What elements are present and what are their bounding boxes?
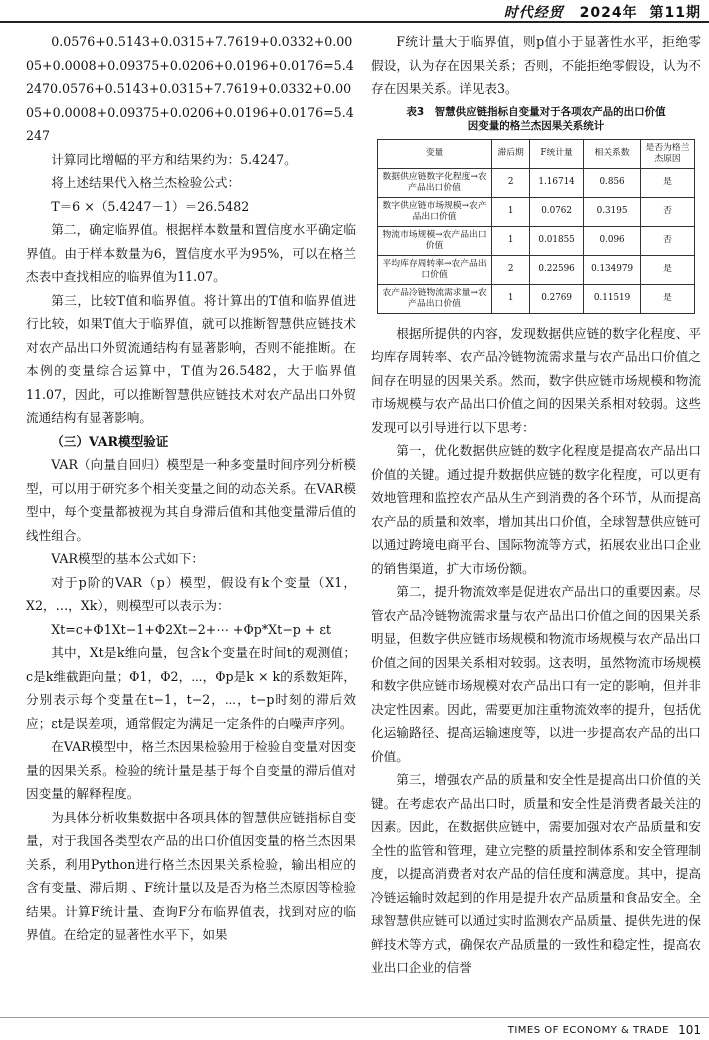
section-heading: （三）VAR模型验证: [51, 433, 169, 449]
table-cell: 0.01855: [530, 226, 584, 255]
sum-expression: 0.0576+0.5143+0.0315+7.7619+0.0332+0.0005+0.0008+0.09375+0.0206+0.0196+0.0176=5.42470.0576+0.5143+0.0315+7.7619+0.0332+0.0005+0.0008+0.09375+0.0206+0.0196+0.0176=5.4247: [26, 34, 354, 143]
table-caption: [371, 105, 701, 133]
table-cell: 2: [492, 168, 530, 197]
column-header: F统计量: [530, 139, 584, 168]
left-column: [26, 30, 356, 947]
table-cell: 数据供应链数字化程度→农产品出口价值: [378, 168, 492, 197]
table-row: [378, 226, 695, 255]
table-cell: 2: [492, 255, 530, 284]
table-cell: 是: [641, 284, 695, 313]
table-cell: 0.2769: [530, 284, 584, 313]
table-row: [378, 168, 695, 197]
table-cell: 否: [641, 197, 695, 226]
table-cell: 是: [641, 168, 695, 197]
t-formula: T＝6 ×（5.4247－1）＝26.5482: [51, 198, 250, 214]
column-header: 滞后期: [492, 139, 530, 168]
paragraph: 第三，比较T值和临界值。将计算出的T值和临界值进行比较，如果T值大于临界值，就可以推断智慧供应链技术对农产品出口外贸流通结构有显著影响，否则不能推断。在本例的变量综合运算中，T值为26.5482，大于临界值11.07，因此，可以推断智慧供应链技术对农产品出口外贸流通结构有显著影响。: [26, 292, 356, 425]
journal-year: 2024年: [579, 5, 638, 21]
table-cell: 1: [492, 226, 530, 255]
table-caption-line-1: 表3 智慧供应链指标自变量对于各项农产品的出口价值: [406, 105, 666, 118]
granger-table: [377, 139, 695, 314]
paragraph: 第二，提升物流效率是促进农产品出口的重要因素。尽管农产品冷链物流需求量与农产品出口价值之间的因果关系明显，但数字供应链市场规模和物流市场规模与农产品出口价值之间的因果关系相对较弱。这表明，虽然物流市场规模和数字供应链市场规模对农产品出口有一定的影响，但并非决定性因素。因此，需要更加注重物流效率的提升，包括优化运输路径、提高运输速度等，以进一步提高农产品的出口价值。: [371, 584, 701, 764]
table-cell: 否: [641, 226, 695, 255]
paragraph: 在VAR模型中，格兰杰因果检验用于检验自变量对因变量的因果关系。检验的统计量是基于每个自变量的滞后值对因变量的解释程度。: [26, 739, 356, 801]
paragraph: F统计量大于临界值，则p值小于显著性水平，拒绝零假设，认为存在因果关系；否则，不能拒绝零假设，认为不存在因果关系。详见表3。: [371, 34, 701, 96]
paragraph: 第三，增强农产品的质量和安全性是提高出口价值的关键。在考虑农产品出口时，质量和安全性是消费者最关注的因素。因此，在数据供应链中，需要加强对农产品质量和安全性的监管和管理，建立完整的质量控制体系和安全管理制度，以提高消费者对农产品的信任度和满意度。其中，提高冷链运输时效起到的作用是提升农产品质量和食品安全。全球智慧供应链可以通过实时监测农产品质量、提供先进的保鲜技术等方式，确保农产品质量的一致性和稳定性，提高农业出口企业的信誉: [371, 772, 701, 975]
table-cell: 平均库存周转率→农产品出口价值: [378, 255, 492, 284]
paragraph: 根据所提供的内容，发现数据供应链的数字化程度、平均库存周转率、农产品冷链物流需求量与农产品出口价值之间存在明显的因果关系。然而，数字供应链市场规模和物流市场规模与农产品出口价值之间的因果关系相对较弱。这些发现可以引导进行以下思考：: [371, 325, 701, 435]
table-cell: 0.0762: [530, 197, 584, 226]
paragraph: 其中，Xt是k维向量，包含k个变量在时间t的观测值；c是k维截距向量；Φ1，Φ2，⋯，Φp是k × k的系数矩阵，分别表示每个变量在t−1，t−2，⋯，t−p时刻的滞后效应；εt是误差项，通常假定为满足一定条件的白噪声序列。: [26, 645, 356, 731]
header-rule: [0, 21, 709, 23]
right-column: [371, 30, 701, 980]
table-cell: 物流市场规模→农产品出口价值: [378, 226, 492, 255]
journal-name: 时代经贸: [503, 5, 564, 21]
journal-issue: 第11期: [649, 5, 701, 21]
table-header-row: [378, 139, 695, 168]
var-formula: Xt=c+Φ1Xt−1+Φ2Xt−2+⋯ +Φp*Xt−p + εt: [51, 621, 331, 637]
footer-journal-en: TIMES OF ECONOMY & TRADE: [507, 1025, 669, 1036]
column-header: 是否为格兰杰原因: [641, 139, 695, 168]
table-row: [378, 255, 695, 284]
table-cell: 0.134979: [584, 255, 641, 284]
table-caption-line-2: 因变量的格兰杰因果关系统计: [467, 119, 605, 132]
paragraph: 第一，优化数据供应链的数字化程度是提高农产品出口价值的关键。通过提升数据供应链的数字化程度，可以更有效地管理和监控农产品从生产到消费的各个环节，从而提高农产品的质量和效率，增加其出口价值，全球智慧供应链可以通过跨境电商平台、国际物流等方式，拓展农业出口企业的销售渠道，扩大市场份额。: [371, 443, 701, 576]
table-cell: 0.11519: [584, 284, 641, 313]
paragraph: 对于p阶的VAR（p）模型，假设有k个变量（X1，X2，…，Xk），则模型可以表示为：: [26, 574, 356, 613]
table-cell: 0.856: [584, 168, 641, 197]
paragraph: 第二，确定临界值。根据样本数量和置信度水平确定临界值。由于样本数量为6，置信度水平为95%，可以在格兰杰表中查找相应的临界值为11.07。: [26, 222, 356, 284]
paragraph: 为具体分析收集数据中各项具体的智慧供应链指标自变量，对于我国各类型农产品的出口价值因变量的格兰杰因果关系，利用Python进行格兰杰因果关系检验，输出相应的含有变量、滞后期 、F统计量以及是否为格兰杰原因等检验结果。计算F统计量、查询F分布临界值表，找到对应的临界值。在给定的显著性水平下，如果: [26, 809, 356, 942]
column-header: 变量: [378, 139, 492, 168]
header-text: [504, 2, 701, 22]
table-cell: 1: [492, 284, 530, 313]
table-cell: 农产品冷链物流需求量→农产品出口价值: [378, 284, 492, 313]
table-cell: 是: [641, 255, 695, 284]
table-cell: 0.22596: [530, 255, 584, 284]
table-cell: 1: [492, 197, 530, 226]
page-number: 101: [678, 1023, 701, 1037]
table-row: [378, 197, 695, 226]
table-row: [378, 284, 695, 313]
table-cell: 数字供应链市场规模→农产品出口价值: [378, 197, 492, 226]
paragraph: 将上述结果代入格兰杰检验公式：: [51, 175, 241, 190]
page-footer: [0, 1010, 709, 1040]
table-cell: 1.16714: [530, 168, 584, 197]
column-header: 相关系数: [584, 139, 641, 168]
paragraph: 计算同比增幅的平方和结果约为：5.4247。: [51, 151, 297, 167]
table-cell: 0.3195: [584, 197, 641, 226]
paragraph: VAR模型的基本公式如下：: [51, 551, 204, 566]
page-header: [0, 0, 709, 22]
table-cell: 0.096: [584, 226, 641, 255]
footer-rule: [0, 1017, 709, 1018]
paragraph: VAR（向量自回归）模型是一种多变量时间序列分析模型，可以用于研究多个相关变量之间的动态关系。在VAR模型中，每个变量都被视为其自身滞后值和其他变量滞后值的线性组合。: [26, 457, 356, 543]
